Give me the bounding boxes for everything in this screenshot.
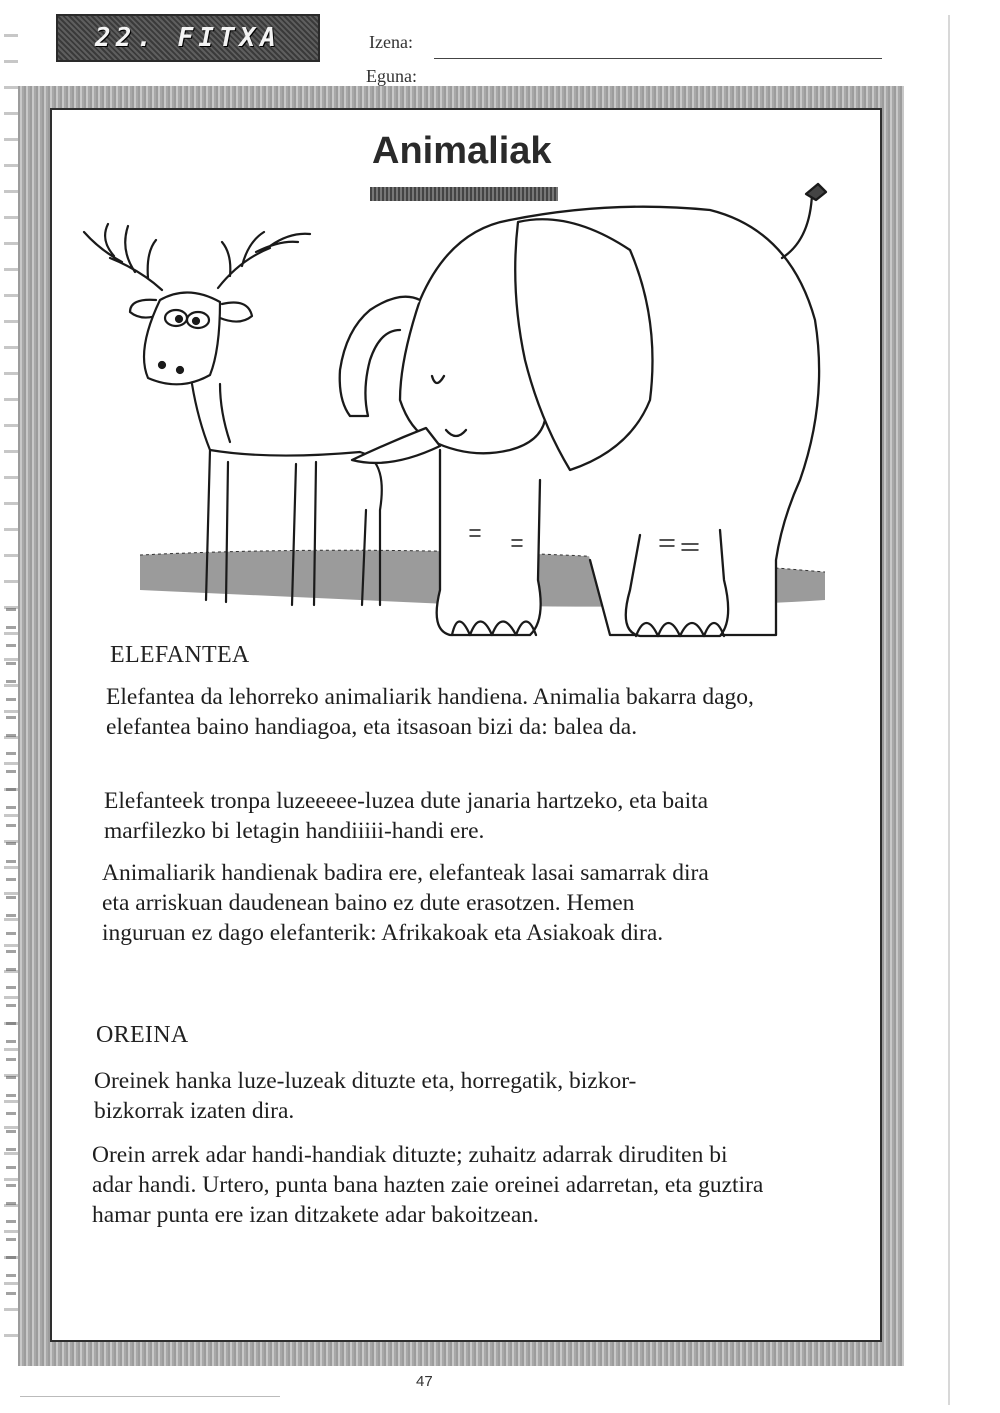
name-label: Izena: <box>369 32 413 52</box>
paragraph: Elefanteek tronpa luzeeeee-luzea dute janaria hartzeko, eta baita marfilezko bi letagin handiiiii-handi ere. <box>104 788 709 844</box>
paragraph: Oreinek hanka luze-luzeak dituzte eta, horregatik, bizkor-bizkorrak izaten dira. <box>94 1068 637 1124</box>
sheet-tag-label: 22. FITXA <box>95 23 281 53</box>
sheet-tag <box>56 14 320 62</box>
section-heading-oreina: OREINA <box>96 1022 189 1048</box>
page-title: Animaliak <box>372 130 552 172</box>
date-label: Eguna: <box>366 66 417 86</box>
paragraph: Orein arrek adar handi-handiak dituzte; zuhaitz adarrak diruditen bi adar handi. Urtero, punta bana hazten zaie oreinei adarretan, eta guztira hamar punta ere izan ditzakete adar bakoitzean. <box>92 1142 764 1228</box>
paragraph: Elefantea da lehorreko animaliarik handiena. Animalia bakarra dago, elefantea baino handiagoa, eta itsasoan bizi da: balea da. <box>106 684 754 740</box>
animals-illustration <box>70 180 830 650</box>
spiral-binding-shadow <box>6 600 16 1300</box>
paragraph: Animaliarik handienak badira ere, elefanteak lasai samarrak dira eta arriskuan daudenean baino ez dute erasotzen. Hemen inguruan ez dago elefanterik: Afrikakoak eta Asiakoak dira. <box>102 860 709 946</box>
page-number: 47 <box>416 1373 433 1390</box>
section-heading-elefantea: ELEFANTEA <box>110 642 250 668</box>
deer-icon <box>84 224 382 605</box>
page-edge <box>948 15 950 1405</box>
bottom-divider <box>20 1396 280 1397</box>
name-field-line[interactable] <box>434 58 882 59</box>
